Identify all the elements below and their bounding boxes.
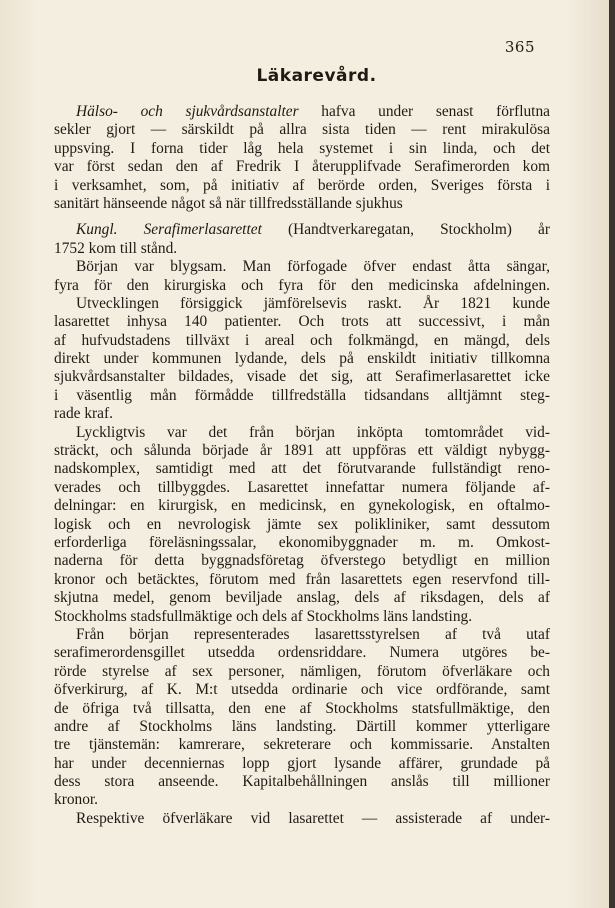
text-line: var först sedan den af Fredrik I återupplifvade Serafimerorden kom [54,158,550,176]
text-line: direkt under kommunen lydande, dels på enskildt initiativ tillkomna [54,350,550,368]
text-line: andre af Stockholms läns landsting. Därtill kommer ytterligare [54,717,550,735]
scan-edge [609,0,615,908]
text-line: Utvecklingen försiggick jämförelsevis raskt. År 1821 kunde [76,294,550,312]
text-line: erforderliga föreläsningssalar, ekonomibyggnader m. m. Omkost- [54,533,550,551]
text-line: nadskomplex, samtidigt med att det förutvarande fullständigt reno- [54,460,550,478]
page-number: 365 [504,38,535,56]
text-line: Från början representerades lasarettsstyrelsen af två utaf [76,625,550,643]
line-rest: hafva under senast förflutna [298,103,550,120]
line-rest: (Handtverkaregatan, Stockholm) år [261,221,550,239]
text-line: 1752 kom till stånd. [54,239,178,257]
text-line: uppsving. I forna tider låg hela systemet i sin linda, och det [54,139,550,157]
text-line: har under decenniernas lopp gjort lysande affärer, grundade på [54,754,550,772]
text-line: lasarettet inhysa 140 patienter. Och trots att successivt, i mån [54,313,550,331]
text-line: kronor och betäcktes, förutom med från lasarettets egen reservfond till- [54,570,550,588]
text-line: dess stora anseende. Kapitalbehållningen anslås till millioner [54,773,550,791]
text-line: Lyckligtvis var det från början inköpta tomtområdet vid- [76,423,550,441]
text-line: sekler gjort — särskildt på allra sista tiden — rent mirakulösa [54,121,550,139]
text-line: sanitärt hänseende något så när tillfredsställande sjukhus [54,194,403,212]
text-line: fyra för den kirurgiska och fyra för den medicinska afdelningen. [54,276,550,294]
text-line: skjutna medel, genom beviljade anslag, dels af riksdagen, dels af [54,589,550,607]
page-title: Läkarevård. [256,66,377,86]
text-line [54,103,550,121]
text-line: rade kraf. [54,405,113,423]
text-line: sträckt, och sålunda började år 1891 att uppföras ett väldigt nybygg- [54,442,550,460]
text-line: Början var blygsam. Man förfogade öfver endast åtta sängar, [76,258,550,276]
text-line: logisk och en nevrologisk jämte sex polikliniker, samt dessutom [54,515,550,533]
text-line: kronor. [54,791,99,809]
text-line: naderna för detta byggnadsföretag öfverstego betydligt en million [54,552,550,570]
text-line: tre tjänstemän: kamrerare, sekreterare och kommissarie. Anstalten [54,736,550,754]
text-line: i verksamhet, som, på initiativ af berörde orden, Sveriges första i [54,176,550,194]
italic-heading: Kungl. Serafimerlasarettet [76,221,262,239]
text-line: af hufvudstadens tillväxt i areal och folkmängd, en mängd, dels [54,331,550,349]
italic-heading: Hälso- och sjukvårdsanstalter [76,103,299,120]
text-line: sjukvårdsanstalter bildades, visade det sig, att Serafimerlasarettet icke [54,368,550,386]
text-line: rörde styrelse af sex personer, nämligen, förutom öfverläkare och [54,662,550,680]
text-line: i väsentlig mån förmådde tillfredställa tidsandans alltjämnt steg- [54,386,550,404]
text-line: serafimerordensgillet utsedda ordensriddare. Numera utgöres be- [54,644,550,662]
text-line: Stockholms stadsfullmäktige och dels af Stockholms läns landsting. [54,607,473,625]
text-line: de öfriga två tillsatta, den ene af Stockholms statsfullmäktige, den [54,699,550,717]
text-line: delningar: en kirurgisk, en medicinsk, en gynekologisk, en oftalmo- [54,497,550,515]
text-line: öfverkirurg, af K. M:t utsedda ordinarie och vice ordförande, samt [54,681,550,699]
body-text [54,103,550,828]
text-line: Respektive öfverläkare vid lasarettet — assisterade af under- [76,809,550,827]
text-line: verades och tillbyggdes. Lasarettet innefattar numera följande af- [54,478,550,496]
text-line [54,221,550,239]
